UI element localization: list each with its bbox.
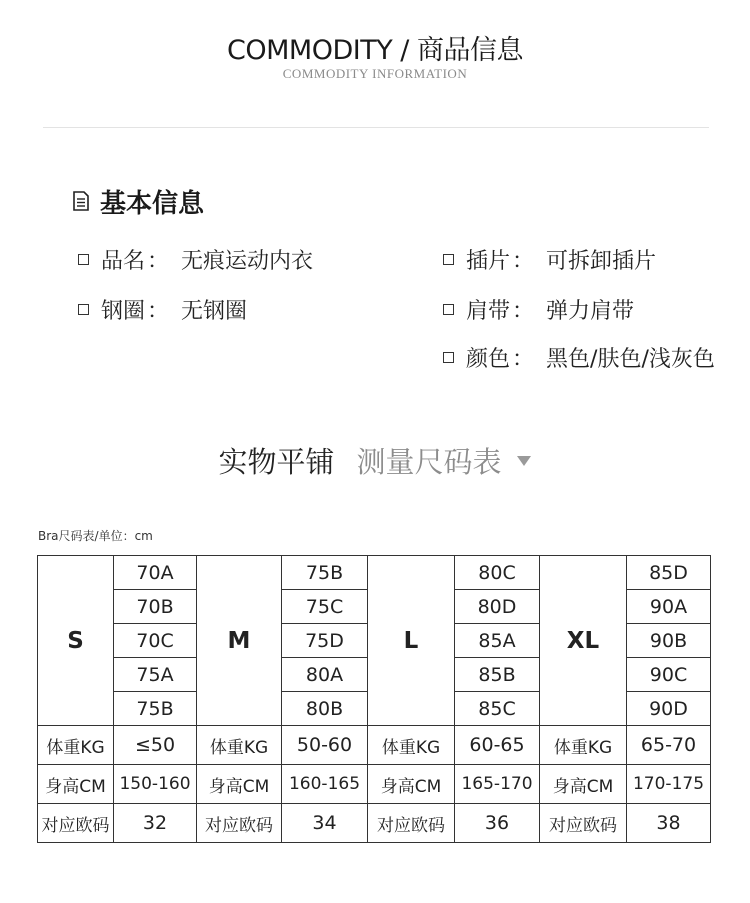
cup-cell: 80A bbox=[282, 658, 368, 692]
height-cell: 170-175 bbox=[627, 765, 711, 804]
measure-heading bbox=[0, 440, 750, 481]
info-item-color: 颜色 ： 黑色/肤色/浅灰色 bbox=[443, 342, 715, 372]
table-caption: Bra尺码表/单位：cm bbox=[38, 529, 153, 543]
table-row-height bbox=[38, 765, 711, 804]
weight-cell: ≤50 bbox=[114, 726, 197, 765]
cup-cell: 70A bbox=[114, 556, 197, 590]
cup-cell: 80C bbox=[455, 556, 540, 590]
row-label-weight: 体重KG bbox=[368, 726, 455, 765]
row-label-weight: 体重KG bbox=[197, 726, 282, 765]
square-icon bbox=[78, 254, 89, 265]
eu-cell: 38 bbox=[627, 804, 711, 843]
eu-cell: 36 bbox=[455, 804, 540, 843]
table-row bbox=[38, 556, 711, 590]
cup-cell: 90D bbox=[627, 692, 711, 726]
size-label-l: L bbox=[368, 556, 455, 726]
eu-cell: 34 bbox=[282, 804, 368, 843]
cup-cell: 75D bbox=[282, 624, 368, 658]
eu-cell: 32 bbox=[114, 804, 197, 843]
page-subtitle: COMMODITY INFORMATION bbox=[282, 66, 468, 81]
measure-title-secondary: 测量尺码表 bbox=[356, 445, 502, 479]
info-item-insert: 插片 ： 可拆卸插片 bbox=[443, 244, 656, 274]
table-row-eu bbox=[38, 804, 711, 843]
square-icon bbox=[78, 304, 89, 315]
row-label-height: 身高CM bbox=[540, 765, 627, 804]
weight-cell: 65-70 bbox=[627, 726, 711, 765]
info-item-strap: 肩带 ： 弹力肩带 bbox=[443, 294, 634, 324]
cup-cell: 70B bbox=[114, 590, 197, 624]
size-label-s: S bbox=[38, 556, 114, 726]
cup-cell: 70C bbox=[114, 624, 197, 658]
cup-cell: 85C bbox=[455, 692, 540, 726]
row-label-eu: 对应欧码 bbox=[368, 804, 455, 843]
measure-title-primary: 实物平铺 bbox=[218, 445, 335, 479]
cup-cell: 90C bbox=[627, 658, 711, 692]
cup-cell: 90A bbox=[627, 590, 711, 624]
document-icon bbox=[72, 191, 90, 211]
square-icon bbox=[443, 254, 454, 265]
row-label-eu: 对应欧码 bbox=[38, 804, 114, 843]
cup-cell: 75C bbox=[282, 590, 368, 624]
basic-info-heading bbox=[72, 183, 204, 219]
table-row-weight bbox=[38, 726, 711, 765]
row-label-weight: 体重KG bbox=[540, 726, 627, 765]
row-label-eu: 对应欧码 bbox=[540, 804, 627, 843]
cup-cell: 85A bbox=[455, 624, 540, 658]
cup-cell: 85B bbox=[455, 658, 540, 692]
cup-cell: 80B bbox=[282, 692, 368, 726]
row-label-weight: 体重KG bbox=[38, 726, 114, 765]
square-icon bbox=[443, 304, 454, 315]
info-item-name: 品名 ： 无痕运动内衣 bbox=[78, 244, 313, 274]
row-label-height: 身高CM bbox=[368, 765, 455, 804]
size-table bbox=[37, 555, 711, 843]
cup-cell: 75B bbox=[282, 556, 368, 590]
row-label-height: 身高CM bbox=[197, 765, 282, 804]
cup-cell: 75A bbox=[114, 658, 197, 692]
size-label-xl: XL bbox=[540, 556, 627, 726]
row-label-height: 身高CM bbox=[38, 765, 114, 804]
cup-cell: 85D bbox=[627, 556, 711, 590]
info-item-underwire: 钢圈 ： 无钢圈 bbox=[78, 294, 247, 324]
height-cell: 160-165 bbox=[282, 765, 368, 804]
page-title: COMMODITY / 商品信息 bbox=[227, 35, 523, 66]
height-cell: 150-160 bbox=[114, 765, 197, 804]
cup-cell: 90B bbox=[627, 624, 711, 658]
cup-cell: 75B bbox=[114, 692, 197, 726]
triangle-down-icon bbox=[516, 454, 532, 468]
weight-cell: 50-60 bbox=[282, 726, 368, 765]
row-label-eu: 对应欧码 bbox=[197, 804, 282, 843]
weight-cell: 60-65 bbox=[455, 726, 540, 765]
size-label-m: M bbox=[197, 556, 282, 726]
basic-info-title: 基本信息 bbox=[100, 188, 205, 219]
square-icon bbox=[443, 352, 454, 363]
divider bbox=[43, 127, 709, 128]
height-cell: 165-170 bbox=[455, 765, 540, 804]
cup-cell: 80D bbox=[455, 590, 540, 624]
